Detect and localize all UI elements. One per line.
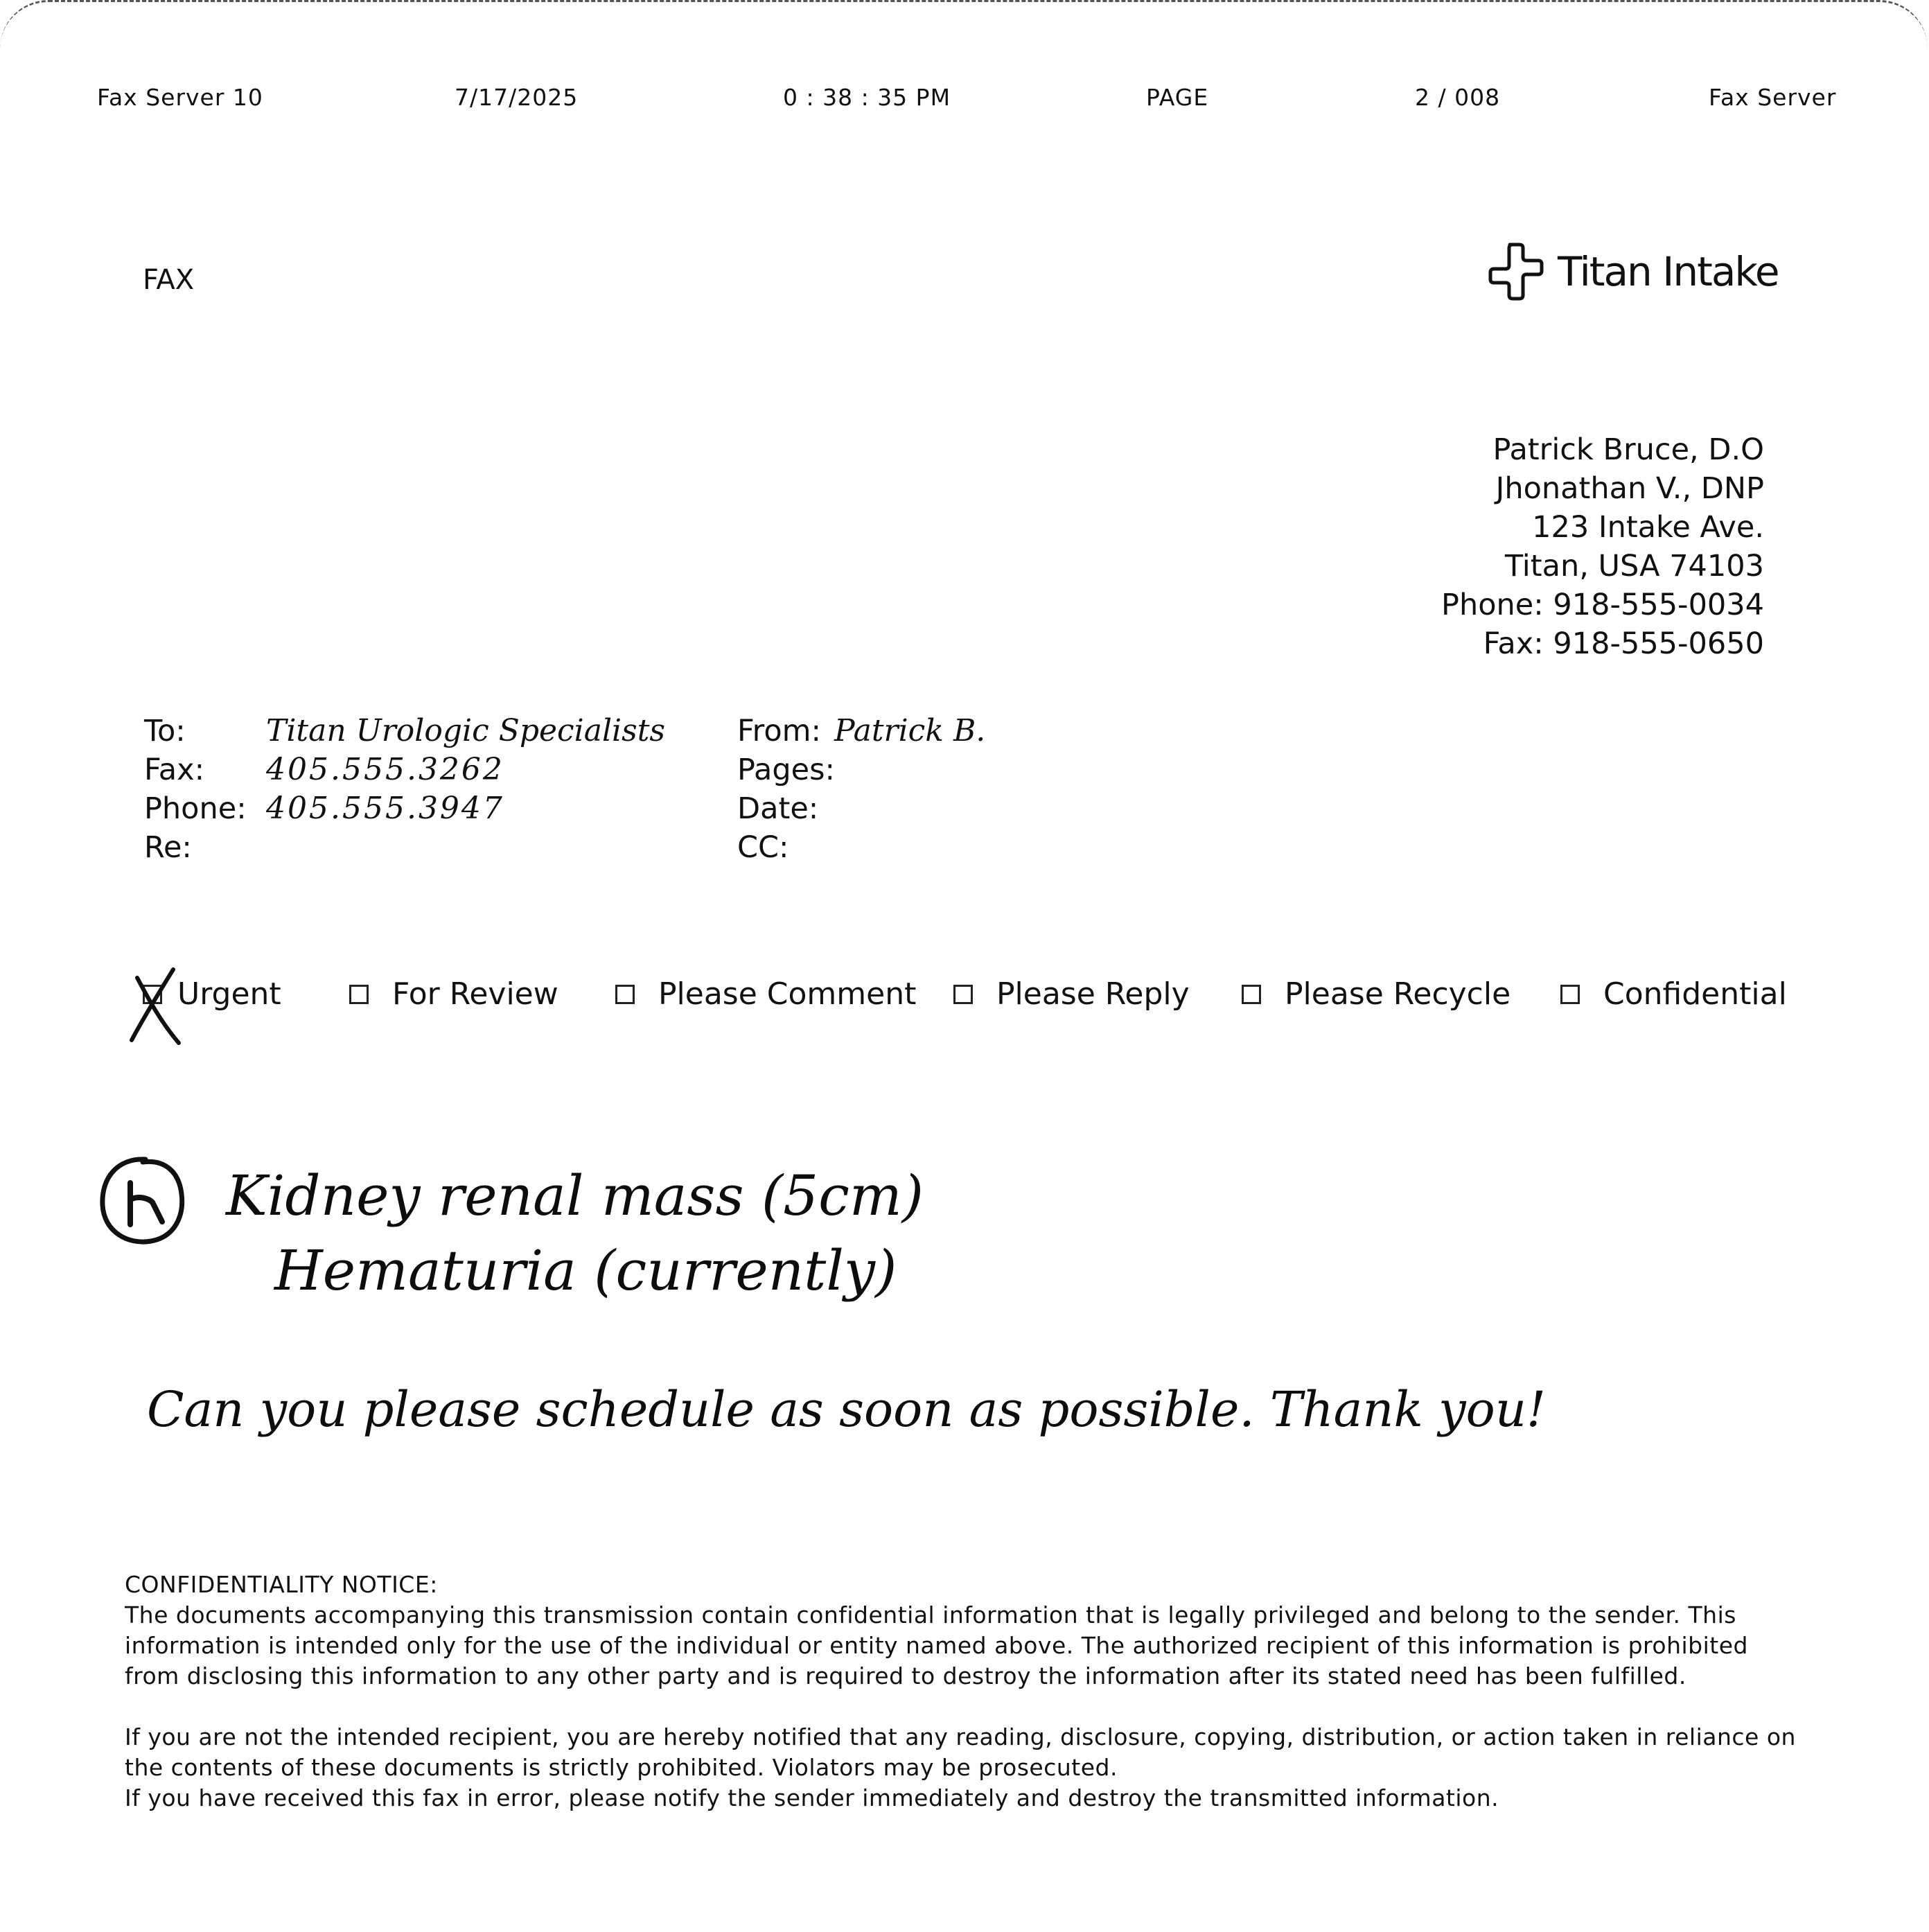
checkbox-please-recycle[interactable] <box>1242 976 1510 1012</box>
handwritten-check-mark <box>129 964 184 1047</box>
sender-line: Jhonathan V., DNP <box>1495 471 1764 506</box>
sender-line: Patrick Bruce, D.O <box>1492 432 1764 467</box>
fax-page-label: PAGE <box>1146 84 1209 111</box>
notice-paragraph: If you are not the intended recipient, you are hereby notified that any reading, disclosure, copying, distribution, or action taken in reliance on the contents of these documents is strictly prohibited. Violators may be prosecuted. <box>125 1723 1796 1781</box>
to-value: Titan Urologic Specialists <box>266 713 665 748</box>
phone-label: Phone: <box>144 791 247 826</box>
checkbox-label: For Review <box>392 976 558 1012</box>
checkbox-box[interactable] <box>1560 985 1580 1004</box>
checkbox-box[interactable] <box>615 985 635 1004</box>
checkbox-label: Please Recycle <box>1285 976 1511 1012</box>
fax-server-id: Fax Server 10 <box>97 84 263 111</box>
checkbox-label: Confidential <box>1603 976 1787 1012</box>
notice-paragraph: The documents accompanying this transmission contain confidential information that is legally privileged and belong to the sender. This information is intended only for the use of the individual or entity named above. The authorized recipient of this information is prohibited from disclosing this information to any other party and is required to destroy the information after its stated need has been fulfilled. <box>125 1601 1748 1689</box>
sender-line: Fax: 918-555-0650 <box>1483 626 1764 661</box>
checkbox-box[interactable] <box>349 985 369 1004</box>
checkbox-please-comment[interactable] <box>615 976 916 1012</box>
fax-label: Fax: <box>144 753 205 787</box>
fax-time: 0 : 38 : 35 PM <box>783 84 951 111</box>
cross-icon <box>1487 242 1547 301</box>
from-value: Patrick B. <box>834 713 986 748</box>
to-label: To: <box>144 714 186 748</box>
sender-line: Phone: 918-555-0034 <box>1441 588 1764 622</box>
doc-title: FAX <box>143 264 195 296</box>
confidentiality-notice <box>125 1570 1802 1814</box>
re-label: Re: <box>144 830 192 865</box>
status-checkboxes <box>0 976 1928 1025</box>
circled-r-icon <box>97 1155 187 1248</box>
checkbox-label: Please Comment <box>658 976 917 1012</box>
checkbox-confidential[interactable] <box>1560 976 1787 1012</box>
phone-value: 405.555.3947 <box>266 791 504 826</box>
fax-value: 405.555.3262 <box>266 752 504 787</box>
sender-block <box>1441 430 1764 663</box>
checkbox-please-reply[interactable] <box>953 976 1190 1012</box>
logo-name: Titan Intake <box>1558 248 1779 295</box>
date-label: Date: <box>737 791 819 826</box>
checkbox-label: Urgent <box>177 976 281 1012</box>
sender-line: Titan, USA 74103 <box>1504 549 1764 583</box>
checkbox-box[interactable] <box>1242 985 1261 1004</box>
checkbox-for-review[interactable] <box>349 976 558 1012</box>
checkbox-box[interactable] <box>953 985 973 1004</box>
handwritten-note-line2: Hematuria (currently) <box>274 1238 897 1303</box>
from-label: From: <box>737 714 822 748</box>
notice-title: CONFIDENTIALITY NOTICE: <box>125 1571 438 1598</box>
handwritten-note-line1: Kidney renal mass (5cm) <box>226 1163 924 1228</box>
cc-label: CC: <box>737 830 789 865</box>
notice-paragraph: If you have received this fax in error, please notify the sender immediately and destroy the transmitted information. <box>125 1784 1499 1811</box>
company-logo <box>1487 240 1779 303</box>
handwritten-note-line3: Can you please schedule as soon as possible. Thank you! <box>147 1381 1547 1438</box>
checkbox-label: Please Reply <box>996 976 1190 1012</box>
sender-line: 123 Intake Ave. <box>1532 510 1764 545</box>
fax-server-right: Fax Server <box>1709 84 1837 111</box>
pages-label: Pages: <box>737 753 835 787</box>
fax-date: 7/17/2025 <box>455 84 579 111</box>
fax-page-count: 2 / 008 <box>1415 84 1501 111</box>
